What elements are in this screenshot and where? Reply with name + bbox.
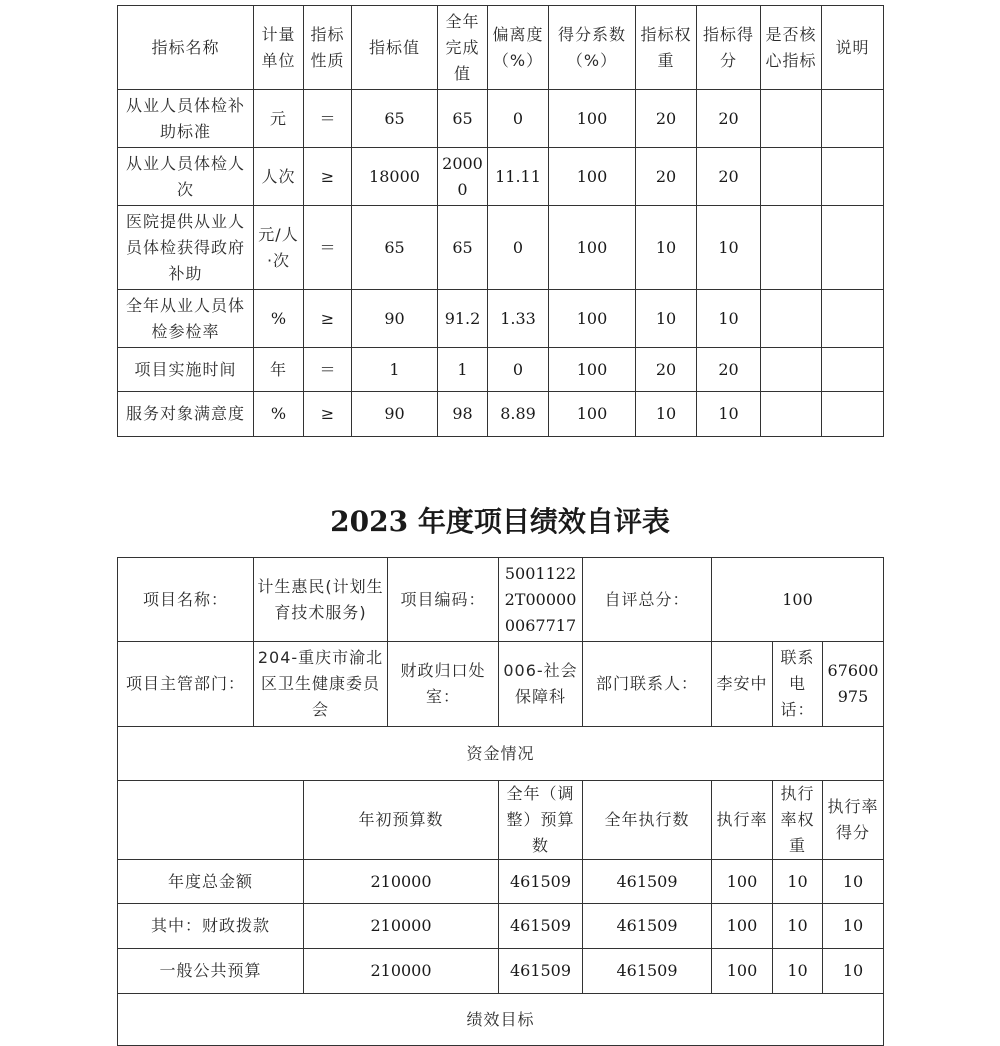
target-cell: 90 bbox=[352, 290, 438, 348]
indicator-name: 从业人员体检人次 bbox=[118, 148, 254, 206]
project-info-row bbox=[118, 558, 884, 642]
table-row bbox=[118, 90, 884, 148]
goals-section-label: 绩效目标 bbox=[118, 994, 884, 1046]
score-cell: 20 bbox=[697, 90, 761, 148]
funds-row-label: 一般公共预算 bbox=[118, 949, 304, 994]
core-flag-cell bbox=[761, 148, 822, 206]
nature-cell: ≥ bbox=[304, 148, 352, 206]
rate-score-cell: 10 bbox=[823, 860, 884, 904]
unit-cell: 元 bbox=[254, 90, 304, 148]
target-cell: 90 bbox=[352, 392, 438, 437]
header-weight: 指标权重 bbox=[636, 6, 697, 90]
project-code-value: 50011222T000000067717 bbox=[499, 558, 583, 642]
header-score-coefficient: 得分系数（%） bbox=[549, 6, 636, 90]
weight-cell: 10 bbox=[636, 392, 697, 437]
nature-cell: ＝ bbox=[304, 348, 352, 392]
adjusted-budget-cell: 461509 bbox=[499, 949, 583, 994]
score-cell: 20 bbox=[697, 348, 761, 392]
header-target-value: 指标值 bbox=[352, 6, 438, 90]
actual-cell: 1 bbox=[438, 348, 488, 392]
coefficient-cell: 100 bbox=[549, 90, 636, 148]
table-row bbox=[118, 949, 884, 994]
execution-rate-cell: 100 bbox=[712, 904, 773, 949]
nature-cell: ≥ bbox=[304, 392, 352, 437]
actual-cell: 20000 bbox=[438, 148, 488, 206]
header-execution-rate: 执行率 bbox=[712, 781, 773, 860]
execution-rate-cell: 100 bbox=[712, 949, 773, 994]
core-flag-cell bbox=[761, 348, 822, 392]
target-cell: 18000 bbox=[352, 148, 438, 206]
dept-value: 204-重庆市渝北区卫生健康委员会 bbox=[254, 642, 388, 727]
header-deviation: 偏离度（%） bbox=[488, 6, 549, 90]
header-unit: 计量单位 bbox=[254, 6, 304, 90]
page-title: 2023 年度项目绩效自评表 bbox=[330, 505, 670, 538]
adjusted-budget-cell: 461509 bbox=[499, 860, 583, 904]
adjusted-budget-cell: 461509 bbox=[499, 904, 583, 949]
header-nature: 指标性质 bbox=[304, 6, 352, 90]
weight-cell: 20 bbox=[636, 348, 697, 392]
funds-row-label: 其中：财政拨款 bbox=[118, 904, 304, 949]
deviation-cell: 11.11 bbox=[488, 148, 549, 206]
remark-cell bbox=[822, 148, 884, 206]
weight-cell: 20 bbox=[636, 148, 697, 206]
indicator-name: 项目实施时间 bbox=[118, 348, 254, 392]
target-cell: 65 bbox=[352, 90, 438, 148]
self-evaluation-table bbox=[117, 557, 884, 1046]
table-row bbox=[118, 860, 884, 904]
project-name-value: 计生惠民(计划生育技术服务) bbox=[254, 558, 388, 642]
header-executed-amount: 全年执行数 bbox=[583, 781, 712, 860]
remark-cell bbox=[822, 90, 884, 148]
executed-amount-cell: 461509 bbox=[583, 904, 712, 949]
dept-label: 项目主管部门： bbox=[118, 642, 254, 727]
header-remark: 说明 bbox=[822, 6, 884, 90]
remark-cell bbox=[822, 348, 884, 392]
unit-cell: % bbox=[254, 392, 304, 437]
indicator-name: 服务对象满意度 bbox=[118, 392, 254, 437]
unit-cell: 年 bbox=[254, 348, 304, 392]
indicator-name: 全年从业人员体检参检率 bbox=[118, 290, 254, 348]
indicator-name: 从业人员体检补助标准 bbox=[118, 90, 254, 148]
table-row bbox=[118, 206, 884, 290]
core-flag-cell bbox=[761, 392, 822, 437]
rate-weight-cell: 10 bbox=[773, 904, 823, 949]
rate-weight-cell: 10 bbox=[773, 949, 823, 994]
coefficient-cell: 100 bbox=[549, 348, 636, 392]
remark-cell bbox=[822, 290, 884, 348]
remark-cell bbox=[822, 206, 884, 290]
remark-cell bbox=[822, 392, 884, 437]
header-core-flag: 是否核心指标 bbox=[761, 6, 822, 90]
table-row bbox=[118, 392, 884, 437]
weight-cell: 10 bbox=[636, 290, 697, 348]
target-cell: 65 bbox=[352, 206, 438, 290]
target-cell: 1 bbox=[352, 348, 438, 392]
score-cell: 10 bbox=[697, 392, 761, 437]
coefficient-cell: 100 bbox=[549, 392, 636, 437]
project-name-label: 项目名称： bbox=[118, 558, 254, 642]
table-row bbox=[118, 348, 884, 392]
execution-rate-cell: 100 bbox=[712, 860, 773, 904]
coefficient-cell: 100 bbox=[549, 206, 636, 290]
rate-score-cell: 10 bbox=[823, 949, 884, 994]
rate-score-cell: 10 bbox=[823, 904, 884, 949]
score-cell: 10 bbox=[697, 290, 761, 348]
table-row bbox=[118, 290, 884, 348]
finance-office-label: 财政归口处室： bbox=[388, 642, 499, 727]
funds-row-label: 年度总金额 bbox=[118, 860, 304, 904]
table-row bbox=[118, 148, 884, 206]
funds-header-row bbox=[118, 781, 884, 860]
indicator-table bbox=[117, 5, 884, 437]
actual-cell: 65 bbox=[438, 206, 488, 290]
nature-cell: ≥ bbox=[304, 290, 352, 348]
rate-weight-cell: 10 bbox=[773, 860, 823, 904]
project-code-label: 项目编码： bbox=[388, 558, 499, 642]
header-rate-score: 执行率得分 bbox=[823, 781, 884, 860]
coefficient-cell: 100 bbox=[549, 148, 636, 206]
unit-cell: % bbox=[254, 290, 304, 348]
self-score-label: 自评总分： bbox=[583, 558, 712, 642]
initial-budget-cell: 210000 bbox=[304, 949, 499, 994]
finance-office-value: 006-社会保障科 bbox=[499, 642, 583, 727]
header-initial-budget: 年初预算数 bbox=[304, 781, 499, 860]
header-indicator-name: 指标名称 bbox=[118, 6, 254, 90]
core-flag-cell bbox=[761, 290, 822, 348]
self-score-value: 100 bbox=[712, 558, 884, 642]
core-flag-cell bbox=[761, 90, 822, 148]
header-adjusted-budget: 全年（调整）预算数 bbox=[499, 781, 583, 860]
funds-section-row bbox=[118, 727, 884, 781]
deviation-cell: 0 bbox=[488, 348, 549, 392]
goals-section-row bbox=[118, 994, 884, 1046]
actual-cell: 65 bbox=[438, 90, 488, 148]
phone-value: 67600975 bbox=[823, 642, 884, 727]
indicator-name: 医院提供从业人员体检获得政府补助 bbox=[118, 206, 254, 290]
deviation-cell: 1.33 bbox=[488, 290, 549, 348]
table-row bbox=[118, 904, 884, 949]
core-flag-cell bbox=[761, 206, 822, 290]
actual-cell: 91.2 bbox=[438, 290, 488, 348]
contact-label: 部门联系人： bbox=[583, 642, 712, 727]
department-row bbox=[118, 642, 884, 727]
deviation-cell: 0 bbox=[488, 206, 549, 290]
executed-amount-cell: 461509 bbox=[583, 860, 712, 904]
nature-cell: ＝ bbox=[304, 90, 352, 148]
deviation-cell: 0 bbox=[488, 90, 549, 148]
unit-cell: 人次 bbox=[254, 148, 304, 206]
header-score: 指标得分 bbox=[697, 6, 761, 90]
contact-value: 李安中 bbox=[712, 642, 773, 727]
indicator-header-row bbox=[118, 6, 884, 90]
score-cell: 20 bbox=[697, 148, 761, 206]
executed-amount-cell: 461509 bbox=[583, 949, 712, 994]
deviation-cell: 8.89 bbox=[488, 392, 549, 437]
funds-header-blank bbox=[118, 781, 304, 860]
unit-cell: 元/人·次 bbox=[254, 206, 304, 290]
score-cell: 10 bbox=[697, 206, 761, 290]
nature-cell: ＝ bbox=[304, 206, 352, 290]
weight-cell: 10 bbox=[636, 206, 697, 290]
funds-section-label: 资金情况 bbox=[118, 727, 884, 781]
phone-label: 联系电话： bbox=[773, 642, 823, 727]
header-rate-weight: 执行率权重 bbox=[773, 781, 823, 860]
initial-budget-cell: 210000 bbox=[304, 904, 499, 949]
weight-cell: 20 bbox=[636, 90, 697, 148]
actual-cell: 98 bbox=[438, 392, 488, 437]
coefficient-cell: 100 bbox=[549, 290, 636, 348]
header-actual-value: 全年完成值 bbox=[438, 6, 488, 90]
initial-budget-cell: 210000 bbox=[304, 860, 499, 904]
